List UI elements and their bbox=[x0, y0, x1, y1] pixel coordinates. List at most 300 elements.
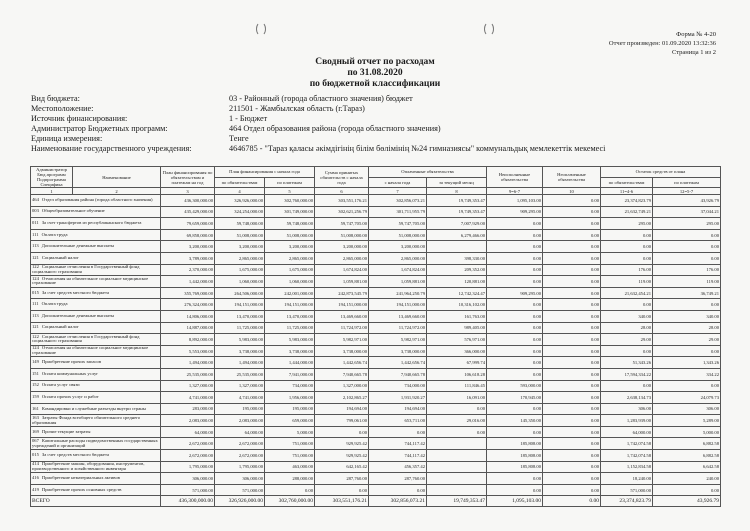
row-name: Социальные отчисления в Государственный фонд социального страхования bbox=[32, 264, 140, 274]
cell-c7: 5,982,971.00 bbox=[369, 334, 427, 346]
row-name: Социальный налог bbox=[41, 324, 79, 330]
cell-c3: 1,494,000.00 bbox=[161, 357, 215, 369]
cell-c3: 14,887,000.00 bbox=[161, 322, 215, 334]
header-admin: Администратор Бюд.программ Подпрограмма Специфика bbox=[31, 167, 73, 188]
cell-c8 bbox=[427, 473, 487, 485]
cell-c9: 145,350.00 bbox=[487, 415, 543, 427]
info-value: 1 - Бюджет bbox=[229, 113, 268, 123]
cell-c4: 326,926,000.00 bbox=[215, 195, 265, 207]
cell-c4: 13,470,000.00 bbox=[215, 310, 265, 322]
info-label: Источник финансирования: bbox=[31, 113, 128, 123]
cell-c6: 59,747,705.00 bbox=[315, 218, 369, 230]
column-number: 11=4-6 bbox=[601, 188, 653, 195]
header-name: Наименование bbox=[73, 167, 161, 188]
cell-c8: 67,999.74 bbox=[427, 357, 487, 369]
row-code: 111 bbox=[32, 231, 39, 237]
row-label bbox=[31, 345, 161, 357]
cell-c7: 653,711.00 bbox=[369, 415, 427, 427]
cell-c6: 3,738,000.00 bbox=[315, 345, 369, 357]
row-label bbox=[31, 287, 161, 299]
cell-c8: 366,000.00 bbox=[427, 345, 487, 357]
cell-c11: 1,283,939.00 bbox=[601, 415, 653, 427]
cell-c10: 0.00 bbox=[543, 310, 601, 322]
cell-c11: 21,632,454.21 bbox=[601, 287, 653, 299]
cell-c8 bbox=[427, 484, 487, 496]
cell-c12: 37,044.21 bbox=[653, 206, 721, 218]
table-row bbox=[31, 229, 721, 241]
cell-c11: 571,000.00 bbox=[601, 484, 653, 496]
cell-c5: 1,675,000.00 bbox=[265, 264, 315, 276]
cell-c11: 0.00 bbox=[601, 380, 653, 392]
info-label: Местоположение: bbox=[31, 103, 94, 113]
cell-c8: 576,971.00 bbox=[427, 334, 487, 346]
cell-c6: 1,442,656.74 bbox=[315, 357, 369, 369]
row-label bbox=[31, 264, 161, 276]
info-row bbox=[31, 94, 605, 104]
cell-c6: 929,925.42 bbox=[315, 450, 369, 462]
cell-c6: 2,102,865.27 bbox=[315, 392, 369, 404]
cell-c6: 7,940,665.78 bbox=[315, 368, 369, 380]
table-row bbox=[31, 426, 721, 438]
total-c4: 326,926,000.00 bbox=[215, 496, 265, 507]
cell-c10: 0.00 bbox=[543, 195, 601, 207]
cell-c6: 303,551,176.21 bbox=[315, 195, 369, 207]
cell-c8: 7,007,929.00 bbox=[427, 218, 487, 230]
row-name: Прочие текущие затраты bbox=[41, 428, 91, 434]
info-value: 211501 - Жамбылская область (г.Тараз) bbox=[229, 103, 365, 113]
cell-c3: 4,741,000.00 bbox=[161, 392, 215, 404]
cell-c12: 29.00 bbox=[653, 334, 721, 346]
column-number: 7 bbox=[369, 188, 427, 195]
row-name: Приобретение прочих запасов bbox=[41, 359, 102, 365]
row-name: Отчисления на обязательное социальное медицинское страхование bbox=[32, 275, 149, 286]
cell-c4: 5,983,000.00 bbox=[215, 334, 265, 346]
cell-c4: 571,000.00 bbox=[215, 484, 265, 496]
cell-c8: 111,846.45 bbox=[427, 380, 487, 392]
cell-c10: 0.00 bbox=[543, 218, 601, 230]
table-row bbox=[31, 287, 721, 299]
cell-c9: 0.00 bbox=[487, 299, 543, 311]
cell-c9: 909,295.00 bbox=[487, 206, 543, 218]
row-label bbox=[31, 206, 161, 218]
cell-c10: 0.00 bbox=[543, 299, 601, 311]
cell-c5: 5,983,000.00 bbox=[265, 334, 315, 346]
table-row bbox=[31, 334, 721, 346]
table-row bbox=[31, 403, 721, 415]
cell-c8 bbox=[427, 438, 487, 450]
cell-c9: 185,808.00 bbox=[487, 461, 543, 473]
row-label bbox=[31, 403, 161, 415]
cell-c8: 209,352.00 bbox=[427, 264, 487, 276]
cell-c3: 436,300,000.00 bbox=[161, 195, 215, 207]
row-label bbox=[31, 473, 161, 485]
cell-c10: 0.00 bbox=[543, 438, 601, 450]
cell-c7: 744,117.42 bbox=[369, 438, 427, 450]
info-label: Вид бюджета: bbox=[31, 94, 80, 103]
cell-c6: 287,760.00 bbox=[315, 473, 369, 485]
cell-c6: 1,674,824.00 bbox=[315, 264, 369, 276]
cell-c12: 24,079.73 bbox=[653, 392, 721, 404]
cell-c11: 28.00 bbox=[601, 322, 653, 334]
header-paid: Оплаченные обязательства bbox=[369, 167, 487, 178]
cell-c9: 0.00 bbox=[487, 473, 543, 485]
row-name: Оплата услуг связи bbox=[41, 382, 80, 388]
cell-c3: 79,659,000.00 bbox=[161, 218, 215, 230]
row-code: 169 bbox=[32, 428, 39, 434]
column-number: 9=6-7 bbox=[487, 188, 543, 195]
total-c12: 43,926.79 bbox=[653, 496, 721, 507]
row-name: Социальные отчисления в Государственный фонд социального страхования bbox=[32, 333, 140, 344]
table-row bbox=[31, 368, 721, 380]
cell-c3: 571,000.00 bbox=[161, 484, 215, 496]
row-code: 015 bbox=[32, 451, 39, 457]
cell-c8: 161,763.00 bbox=[427, 310, 487, 322]
table-row bbox=[31, 252, 721, 264]
cell-c5: 242,001,000.00 bbox=[265, 287, 315, 299]
cell-c10: 0.00 bbox=[543, 334, 601, 346]
cell-c8 bbox=[427, 450, 487, 462]
cell-c6: 11,724,972.00 bbox=[315, 322, 369, 334]
total-c5: 302,760,000.00 bbox=[265, 496, 315, 507]
cell-c10: 0.00 bbox=[543, 392, 601, 404]
cell-c3: 14,806,000.00 bbox=[161, 310, 215, 322]
cell-c5: 463,000.00 bbox=[265, 461, 315, 473]
cell-c7: 194,694.00 bbox=[369, 403, 427, 415]
info-value: 03 - Районный (города областного значения) бюджет bbox=[229, 94, 413, 103]
cell-c10: 0.00 bbox=[543, 264, 601, 276]
form-number: Форма № 4-20 bbox=[676, 31, 716, 38]
cell-c6: 3,200,000.00 bbox=[315, 241, 369, 253]
cell-c8: 19,749,353.47 bbox=[427, 206, 487, 218]
cell-c10: 0.00 bbox=[543, 241, 601, 253]
cell-c8: 0.00 bbox=[427, 403, 487, 415]
cell-c6: 194,151,000.00 bbox=[315, 299, 369, 311]
cell-c9: 909,295.00 bbox=[487, 287, 543, 299]
cell-c5: 659,000.00 bbox=[265, 415, 315, 427]
row-name: Капитальные расходы подведомственных государственных учреждений и организаций bbox=[32, 437, 158, 448]
cell-c3: 283,000.00 bbox=[161, 403, 215, 415]
cell-c5: 1,444,000.00 bbox=[265, 357, 315, 369]
cell-c5: 194,151,000.00 bbox=[265, 299, 315, 311]
cell-c12: 0.00 bbox=[653, 299, 721, 311]
cell-c10: 0.00 bbox=[543, 426, 601, 438]
row-label bbox=[31, 438, 161, 450]
cell-c9: 1,095,103.00 bbox=[487, 195, 543, 207]
row-name: За счет средств местного бюджета bbox=[41, 289, 110, 295]
row-code: 121 bbox=[32, 324, 39, 330]
cell-c9: 0.00 bbox=[487, 368, 543, 380]
row-name: За счет трансфертов из республиканского бюджета bbox=[41, 220, 142, 226]
expense-table bbox=[30, 166, 721, 507]
cell-c11: 1,742,074.58 bbox=[601, 438, 653, 450]
cell-c12: 1,343.26 bbox=[653, 357, 721, 369]
cell-c5: 3,200,000.00 bbox=[265, 241, 315, 253]
cell-c11: 17,594,334.22 bbox=[601, 368, 653, 380]
cell-c8: 12,742,324.47 bbox=[427, 287, 487, 299]
cell-c5: 3,738,000.00 bbox=[265, 345, 315, 357]
column-number: 5 bbox=[265, 188, 315, 195]
cell-c10: 0.00 bbox=[543, 357, 601, 369]
row-name: Приобретение нематериальных активов bbox=[41, 475, 120, 481]
cell-c3: 2,083,000.00 bbox=[161, 415, 215, 427]
cell-c11: 0.00 bbox=[601, 229, 653, 241]
table-row bbox=[31, 438, 721, 450]
cell-c4: 3,738,000.00 bbox=[215, 345, 265, 357]
cell-c10: 0.00 bbox=[543, 473, 601, 485]
cell-c4: 195,000.00 bbox=[215, 403, 265, 415]
info-row bbox=[31, 114, 605, 124]
row-code: 149 bbox=[32, 359, 39, 365]
cell-c9: 0.00 bbox=[487, 276, 543, 288]
cell-c8: 398,330.00 bbox=[427, 252, 487, 264]
cell-c12: 306.00 bbox=[653, 403, 721, 415]
row-label bbox=[31, 357, 161, 369]
cell-c9: 0.00 bbox=[487, 322, 543, 334]
cell-c7: 744,117.42 bbox=[369, 450, 427, 462]
cell-c12: 5,289.00 bbox=[653, 415, 721, 427]
row-code: 015 bbox=[32, 289, 39, 295]
cell-c4: 324,254,000.00 bbox=[215, 206, 265, 218]
info-row bbox=[31, 124, 605, 134]
cell-c11: 176.00 bbox=[601, 264, 653, 276]
table-row bbox=[31, 461, 721, 473]
cell-c9: 170,945.00 bbox=[487, 392, 543, 404]
cell-c7: 1,442,656.74 bbox=[369, 357, 427, 369]
row-code: 011 bbox=[32, 220, 39, 226]
row-code: 003 bbox=[32, 208, 39, 214]
cell-c4: 264,506,000.00 bbox=[215, 287, 265, 299]
row-name: Оплата коммунальных услуг bbox=[41, 370, 99, 376]
header-registered: Сумма принятых обязательств с начала года bbox=[315, 167, 369, 188]
info-row bbox=[31, 144, 605, 154]
header-plan: План финансирования по обязательствам и платежам на год bbox=[161, 167, 215, 188]
row-code: 419 bbox=[32, 486, 39, 492]
row-name: Командировки и служебные разъезды внутри страны bbox=[41, 405, 146, 411]
cell-c12: 0.00 bbox=[653, 241, 721, 253]
table-row bbox=[31, 484, 721, 496]
row-label bbox=[31, 195, 161, 207]
cell-c3: 8,892,000.00 bbox=[161, 334, 215, 346]
cell-c12: 176.00 bbox=[653, 264, 721, 276]
cell-c7: 3,200,000.00 bbox=[369, 241, 427, 253]
row-label bbox=[31, 368, 161, 380]
cell-c10: 0.00 bbox=[543, 206, 601, 218]
cell-c5: 13,470,000.00 bbox=[265, 310, 315, 322]
cell-c4: 1,494,000.00 bbox=[215, 357, 265, 369]
cell-c8: 16,091.00 bbox=[427, 392, 487, 404]
row-name: Общеобразовательное обучение bbox=[41, 208, 105, 214]
cell-c7: 2,865,000.00 bbox=[369, 252, 427, 264]
cell-c10: 0.00 bbox=[543, 380, 601, 392]
cell-c4: 1,795,000.00 bbox=[215, 461, 265, 473]
table-row bbox=[31, 206, 721, 218]
column-number: 2 bbox=[73, 188, 161, 195]
cell-c5: 11,725,000.00 bbox=[265, 322, 315, 334]
cell-c6: 799,061.00 bbox=[315, 415, 369, 427]
column-number: 1 bbox=[31, 188, 73, 195]
cell-c3: 2,672,000.00 bbox=[161, 438, 215, 450]
cell-c9: 0.00 bbox=[487, 241, 543, 253]
cell-c8: 19,749,353.47 bbox=[427, 195, 487, 207]
info-label: Наименование государственного учреждения: bbox=[31, 143, 192, 153]
row-label bbox=[31, 241, 161, 253]
header-unpaid: Неоплаченные обязательства bbox=[543, 167, 601, 188]
row-label bbox=[31, 322, 161, 334]
row-label bbox=[31, 310, 161, 322]
cell-c5: 301,749,000.00 bbox=[265, 206, 315, 218]
cell-c11: 119.00 bbox=[601, 276, 653, 288]
cell-c11: 340.00 bbox=[601, 310, 653, 322]
cell-c4: 11,725,000.00 bbox=[215, 322, 265, 334]
row-name: Социальный налог bbox=[41, 254, 79, 260]
row-label bbox=[31, 218, 161, 230]
table-row bbox=[31, 276, 721, 288]
cell-c4: 1,060,000.00 bbox=[215, 276, 265, 288]
cell-c7: 1,674,824.00 bbox=[369, 264, 427, 276]
cell-c6: 1,059,881.00 bbox=[315, 276, 369, 288]
cell-c9: 0.00 bbox=[487, 426, 543, 438]
cell-c5: 7,941,000.00 bbox=[265, 368, 315, 380]
cell-c6: 194,694.00 bbox=[315, 403, 369, 415]
cell-c9: 0.00 bbox=[487, 345, 543, 357]
header-paid-month: за текущий месяц bbox=[427, 177, 487, 188]
cell-c4: 2,672,000.00 bbox=[215, 438, 265, 450]
table-row bbox=[31, 345, 721, 357]
row-label bbox=[31, 426, 161, 438]
title-subtitle: по бюджетной классификации bbox=[309, 79, 441, 89]
cell-c12: 5,000.00 bbox=[653, 426, 721, 438]
row-code: 113 bbox=[32, 312, 39, 318]
cell-c10: 0.00 bbox=[543, 322, 601, 334]
cell-c3: 306,000.00 bbox=[161, 473, 215, 485]
row-label bbox=[31, 484, 161, 496]
cell-c6: 929,925.42 bbox=[315, 438, 369, 450]
cell-c11: 64,000.00 bbox=[601, 426, 653, 438]
cell-c7: 3,738,000.00 bbox=[369, 345, 427, 357]
cell-c12: 36,749.21 bbox=[653, 287, 721, 299]
cell-c11: 23,374,823.79 bbox=[601, 195, 653, 207]
header-remain-pay: по платежам bbox=[653, 177, 721, 188]
cell-c9: 0.00 bbox=[487, 357, 543, 369]
punch-hole-mark bbox=[256, 22, 266, 36]
page-counter: Страница 1 из 2 bbox=[671, 49, 716, 56]
cell-c9: 0.00 bbox=[487, 218, 543, 230]
header-plan-pay: по платежам bbox=[265, 177, 315, 188]
cell-c11: 0.00 bbox=[601, 299, 653, 311]
cell-c7: 301,711,955.79 bbox=[369, 206, 427, 218]
row-name: Отдел образования района (города областного значения) bbox=[41, 196, 153, 202]
cell-c11: 0.00 bbox=[601, 345, 653, 357]
row-name: Оплата прочих услуг и работ bbox=[41, 393, 99, 399]
row-label bbox=[31, 450, 161, 462]
cell-c12: 28.00 bbox=[653, 322, 721, 334]
column-number: 4 bbox=[215, 188, 265, 195]
cell-c6: 642,165.42 bbox=[315, 461, 369, 473]
table-row bbox=[31, 415, 721, 427]
cell-c8: 106,618.28 bbox=[427, 368, 487, 380]
cell-c9: 185,808.00 bbox=[487, 450, 543, 462]
cell-c10: 0.00 bbox=[543, 229, 601, 241]
cell-c12: 334.22 bbox=[653, 368, 721, 380]
cell-c12: 43,926.79 bbox=[653, 195, 721, 207]
total-c7: 302,856,073.21 bbox=[369, 496, 427, 507]
cell-c4: 2,083,000.00 bbox=[215, 415, 265, 427]
column-number: 10 bbox=[543, 188, 601, 195]
table-row bbox=[31, 380, 721, 392]
cell-c11: 0.00 bbox=[601, 241, 653, 253]
cell-c11: 1,742,074.58 bbox=[601, 450, 653, 462]
cell-c10: 0.00 bbox=[543, 450, 601, 462]
header-plan-period: План финансирования с начала года bbox=[215, 167, 315, 178]
row-label bbox=[31, 380, 161, 392]
table-row bbox=[31, 299, 721, 311]
cell-c6: 13,469,660.00 bbox=[315, 310, 369, 322]
row-label bbox=[31, 415, 161, 427]
cell-c8: 6,279,466.00 bbox=[427, 229, 487, 241]
cell-c9: 0.00 bbox=[487, 403, 543, 415]
row-name: Оплата труда bbox=[41, 301, 68, 307]
table-row bbox=[31, 218, 721, 230]
column-number: 12=5-7 bbox=[653, 188, 721, 195]
cell-c7: 7,940,665.78 bbox=[369, 368, 427, 380]
info-row bbox=[31, 134, 605, 144]
cell-c12: 0.00 bbox=[653, 380, 721, 392]
total-c9: 1,095,103.00 bbox=[487, 496, 543, 507]
info-value: Тенге bbox=[229, 133, 249, 143]
header-plan-oblig: по обязательствам bbox=[215, 177, 265, 188]
row-name: Приобретение машин, оборудования, инструментов, производственного и хозяйственного инвентаря bbox=[32, 461, 145, 471]
table-row bbox=[31, 392, 721, 404]
info-value: 464 Отдел образования района (города областного значения) bbox=[229, 123, 441, 133]
cell-c7: 1,059,881.00 bbox=[369, 276, 427, 288]
cell-c4: 2,672,000.00 bbox=[215, 450, 265, 462]
cell-c12: 6,642.58 bbox=[653, 461, 721, 473]
cell-c10: 0.00 bbox=[543, 276, 601, 288]
cell-c7: 194,151,000.00 bbox=[369, 299, 427, 311]
row-code: 414 bbox=[32, 461, 39, 467]
row-code: 122 bbox=[32, 264, 39, 270]
row-code: 416 bbox=[32, 475, 39, 481]
row-code: 464 bbox=[32, 196, 39, 202]
row-code: 067 bbox=[32, 437, 39, 443]
cell-c6: 51,008,000.00 bbox=[315, 229, 369, 241]
cell-c9: 0.00 bbox=[487, 484, 543, 496]
row-label bbox=[31, 461, 161, 473]
cell-c12: 295.00 bbox=[653, 218, 721, 230]
cell-c4: 25,535,000.00 bbox=[215, 368, 265, 380]
cell-c11: 18,240.00 bbox=[601, 473, 653, 485]
cell-c3: 3,200,000.00 bbox=[161, 241, 215, 253]
cell-c4: 2,865,000.00 bbox=[215, 252, 265, 264]
cell-c11: 295.00 bbox=[601, 218, 653, 230]
cell-c12: 119.00 bbox=[653, 276, 721, 288]
total-row bbox=[31, 496, 721, 507]
cell-c7: 302,856,073.21 bbox=[369, 195, 427, 207]
cell-c3: 435,429,000.00 bbox=[161, 206, 215, 218]
row-name: Затраты Фонда всеобщего обязательного среднего образования bbox=[32, 414, 141, 425]
row-code: 159 bbox=[32, 393, 39, 399]
cell-c7: 0.00 bbox=[369, 426, 427, 438]
cell-c8: 29,016.00 bbox=[427, 415, 487, 427]
cell-c4: 3,200,000.00 bbox=[215, 241, 265, 253]
report-info-block bbox=[31, 94, 605, 153]
cell-c9: 185,808.00 bbox=[487, 438, 543, 450]
cell-c6: 2,865,000.00 bbox=[315, 252, 369, 264]
cell-c5: 751,000.00 bbox=[265, 450, 315, 462]
column-number-row bbox=[31, 188, 721, 195]
cell-c9: 593,000.00 bbox=[487, 380, 543, 392]
total-c11: 23,374,823.79 bbox=[601, 496, 653, 507]
